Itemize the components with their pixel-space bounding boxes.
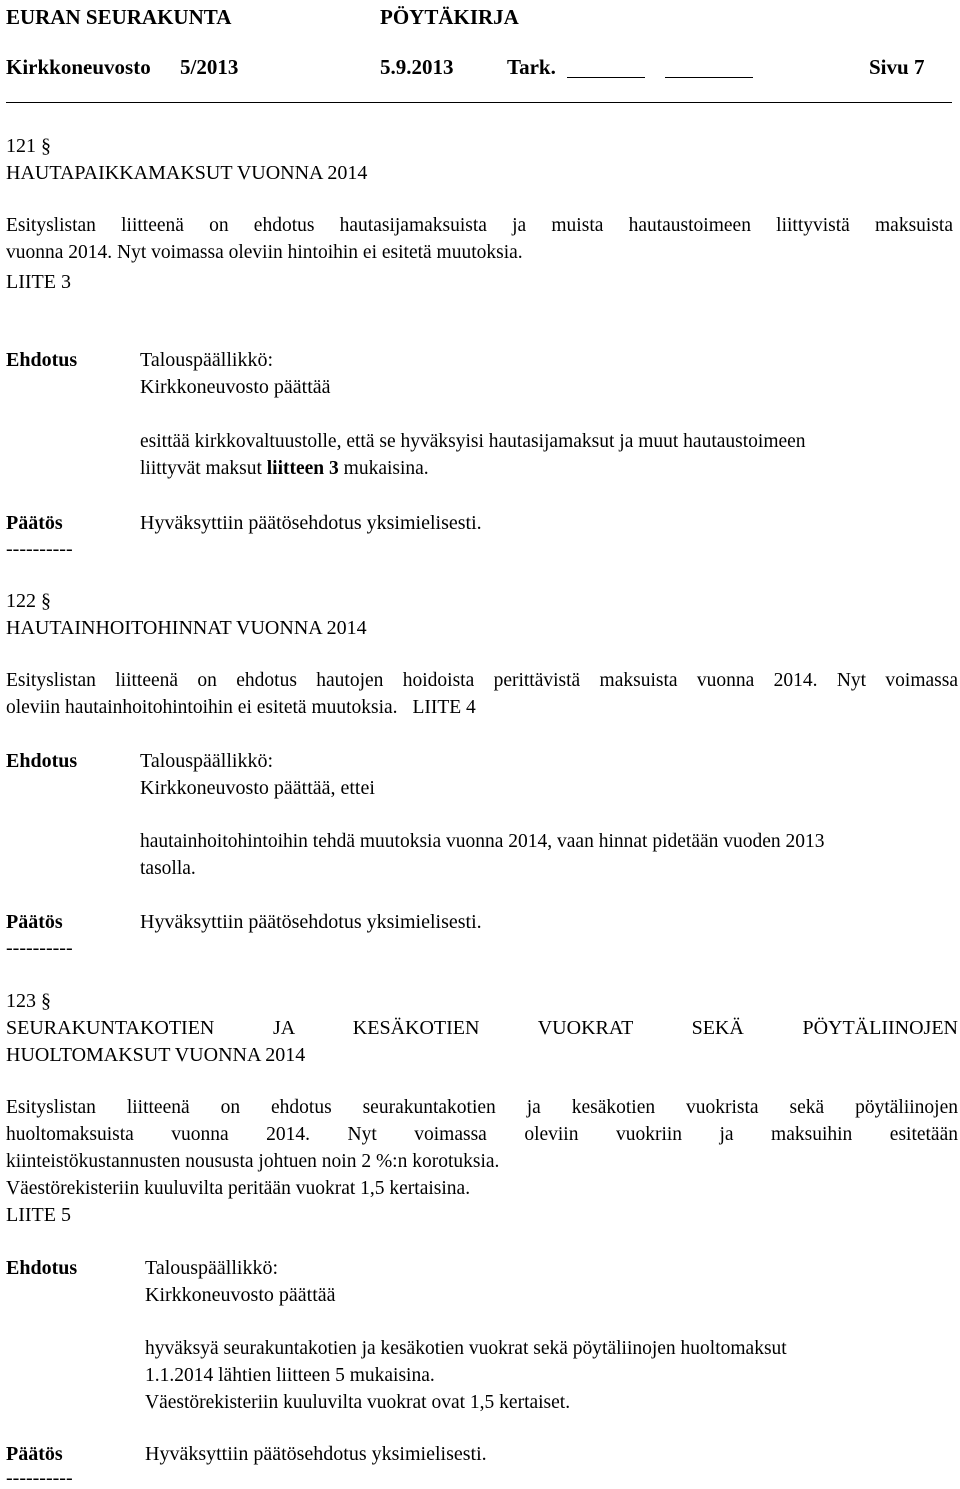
proposal-body: hautainhoitohintoihin tehdä muutoksia vuonna 2014, vaan hinnat pidetään vuoden 2013 bbox=[140, 831, 825, 852]
decision-label: Päätös bbox=[6, 911, 63, 933]
attachment-reference: LIITE 5 bbox=[6, 1204, 71, 1226]
section-title: HUOLTOMAKSUT VUONNA 2014 bbox=[6, 1044, 306, 1066]
intro-text: oleviin hautainhoitohintoihin ei esitetä muutoksia. bbox=[6, 697, 398, 718]
signature-line-1 bbox=[567, 77, 645, 78]
section-sign-icon: § bbox=[41, 590, 51, 612]
meeting-number: 5/2013 bbox=[180, 55, 239, 79]
section-title: HAUTAPAIKKAMAKSUT VUONNA 2014 bbox=[6, 162, 368, 184]
page-number: Sivu 7 bbox=[869, 55, 925, 79]
proposer: Talouspäällikkö: bbox=[145, 1257, 279, 1279]
decision-text: Hyväksyttiin päätösehdotus yksimielisesti. bbox=[140, 512, 482, 534]
proposal-body: tasolla. bbox=[140, 858, 196, 879]
decision-text: Hyväksyttiin päätösehdotus yksimielisesti. bbox=[140, 911, 482, 933]
decision-label: Päätös bbox=[6, 512, 63, 534]
decides-text: Kirkkoneuvosto päättää bbox=[145, 1284, 336, 1306]
separator: ---------- bbox=[6, 937, 73, 959]
meeting-date: 5.9.2013 bbox=[380, 55, 454, 79]
document-type: PÖYTÄKIRJA bbox=[380, 5, 519, 29]
meeting-body: Kirkkoneuvosto bbox=[6, 55, 151, 79]
intro-line: vuonna 2014. Nyt voimassa oleviin hintoihin ei esitetä muutoksia. bbox=[6, 242, 523, 263]
signature-line-2 bbox=[665, 77, 753, 78]
section-number: 123 bbox=[6, 990, 36, 1012]
intro-line: Esityslistan liitteenä on ehdotus hautojen hoidoista perittävistä maksuista vuonna 2014. Nyt voimassa bbox=[6, 670, 958, 691]
intro-line: Esityslistan liitteenä on ehdotus seurakuntakotien ja kesäkotien vuokrista sekä pöytäliinojen bbox=[6, 1097, 958, 1118]
proposal-body: esittää kirkkovaltuustolle, että se hyväksyisi hautasijamaksut ja muut hautaustoimeen bbox=[140, 431, 806, 452]
intro-line: Esityslistan liitteenä on ehdotus hautasijamaksuista ja muista hautaustoimeen liittyvistä maksuista bbox=[6, 215, 953, 236]
decision-text: Hyväksyttiin päätösehdotus yksimielisesti. bbox=[145, 1443, 487, 1465]
proposer: Talouspäällikkö: bbox=[140, 750, 274, 772]
proposal-body-text: mukaisina. bbox=[338, 458, 429, 479]
separator: ---------- bbox=[6, 1467, 73, 1489]
proposal-body bbox=[140, 459, 429, 479]
section-number: 121 bbox=[6, 135, 36, 157]
proposal-label: Ehdotus bbox=[6, 349, 78, 371]
attachment-reference-bold: liitteen 3 bbox=[266, 458, 339, 479]
proposer: Talouspäällikkö: bbox=[140, 349, 274, 371]
header-rule bbox=[6, 102, 952, 103]
section-heading bbox=[6, 136, 51, 156]
decides-text: Kirkkoneuvosto päättää, ettei bbox=[140, 777, 375, 799]
proposal-label: Ehdotus bbox=[6, 750, 78, 772]
section-sign-icon: § bbox=[41, 990, 51, 1012]
proposal-body-text: liittyvät maksut bbox=[140, 458, 267, 479]
organization-name: EURAN SEURAKUNTA bbox=[6, 5, 232, 29]
section-heading bbox=[6, 991, 51, 1011]
section-number: 122 bbox=[6, 590, 36, 612]
section-title: SEURAKUNTAKOTIEN JA KESÄKOTIEN VUOKRAT SEKÄ PÖYTÄLIINOJEN bbox=[6, 1017, 958, 1039]
intro-line bbox=[6, 698, 476, 718]
intro-line: huoltomaksuista vuonna 2014. Nyt voimassa oleviin vuokriin ja maksuihin esitetään bbox=[6, 1124, 958, 1145]
attachment-reference: LIITE 4 bbox=[412, 697, 476, 718]
section-heading bbox=[6, 591, 51, 611]
decision-label: Päätös bbox=[6, 1443, 63, 1465]
proposal-body: hyväksyä seurakuntakotien ja kesäkotien vuokrat sekä pöytäliinojen huoltomaksut bbox=[145, 1338, 787, 1359]
attachment-reference: LIITE 3 bbox=[6, 271, 71, 293]
intro-line: kiinteistökustannusten noususta johtuen noin 2 %:n korotuksia. bbox=[6, 1151, 500, 1172]
section-sign-icon: § bbox=[41, 135, 51, 157]
proposal-body: Väestörekisteriin kuuluvilta vuokrat ovat 1,5 kertaiset. bbox=[145, 1392, 571, 1413]
proposal-body: 1.1.2014 lähtien liitteen 5 mukaisina. bbox=[145, 1365, 435, 1386]
intro-line: Väestörekisteriin kuuluvilta peritään vuokrat 1,5 kertaisina. bbox=[6, 1178, 471, 1199]
section-title: HAUTAINHOITOHINNAT VUONNA 2014 bbox=[6, 617, 367, 639]
proposal-label: Ehdotus bbox=[6, 1257, 78, 1279]
decides-text: Kirkkoneuvosto päättää bbox=[140, 376, 331, 398]
separator: ---------- bbox=[6, 538, 73, 560]
check-label: Tark. bbox=[507, 55, 556, 79]
